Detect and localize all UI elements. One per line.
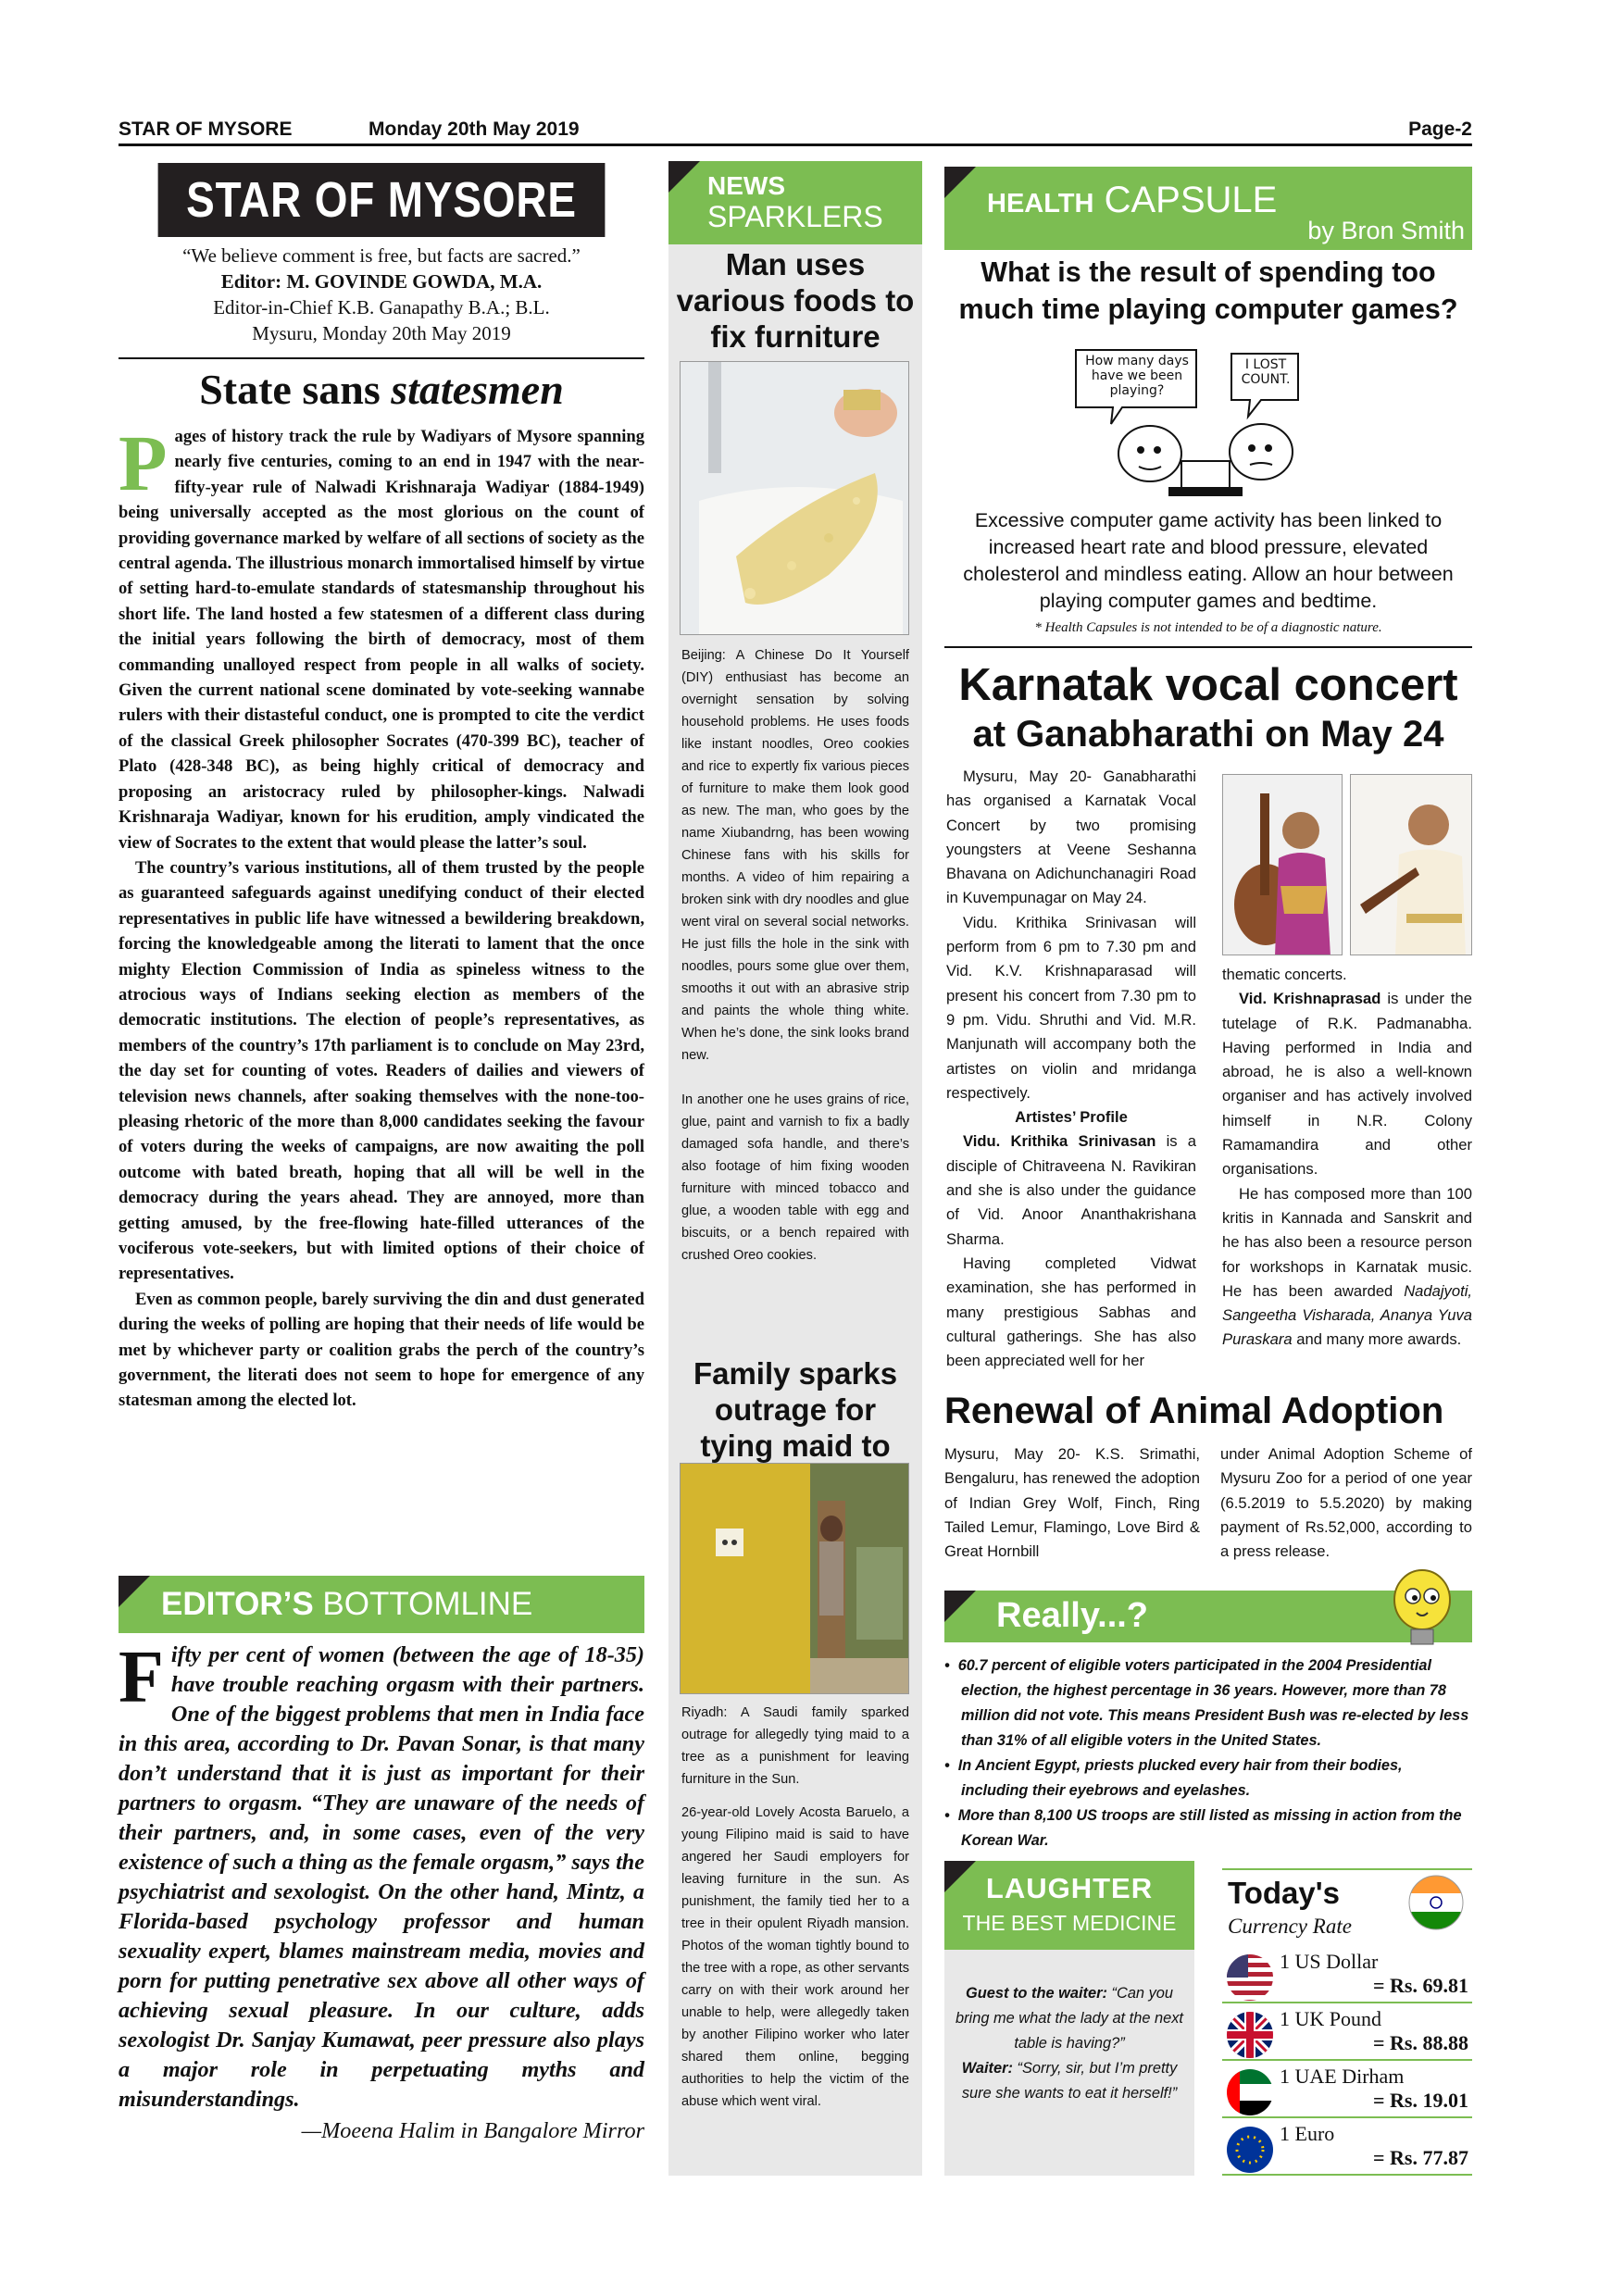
uk-flag-icon (1226, 2011, 1274, 2059)
banner-corner (944, 167, 976, 198)
sparkler-headline-1: Man uses various foods to fix furniture (676, 247, 915, 354)
masthead-rule (119, 357, 644, 359)
editorial-paragraph-1: ages of history track the rule by Wadiyars of Mysore spanning nearly five centuries, coming to an end in 1947 with the near-fifty-year rule of Nalwadi Krishnaraja Wadiyar (1884-1949) being universally accepted as the most glorious on the count of providing governance marked by welfare of all sections of society as the central agenda. The illustrious monarch immortalised himself by virtue of setting hard-to-emulate standards of statesmanship throughout his short life. The land hosted a few statesmen of a different class during the initial years following the birth of democracy, most of them commanding unalloyed respect from people in all walks of society. Given the current national scene dominated by vote-seeking wannabe rulers with their distasteful conduct, one is prompted to cite the verdict of the classical Greek philosopher Socrates (470-399 BC), teacher of Plato (428-348 BC), as being highly critical of democracy and proposing an aristocracy ruled by philosopher-kings. Nalwadi Krishnaraja Wadiyar, known for his erudition, amply vindicated the view of Socrates to the extent that would please the latter’s soul. (119, 427, 644, 853)
sparkler-story-1 (681, 644, 909, 1267)
currency-gbp-value: = Rs. 88.88 (1373, 2031, 1468, 2054)
currency-aed-name: 1 UAE Dirham (1280, 2065, 1405, 2088)
health-answer: Excessive computer game activity has been linked to increased heart rate and blood pressure, elevated cholesterol and mindless eating. Allow an hour between playing computer games and bedtime. (963, 509, 1454, 612)
concert-p6: is under the tutelage of R.K. Padmanabha. Having performed in India and abroad, he is also a well-known organiser and has actively involved himself in N.R. Colony Ramamandira and other organisations. (1222, 990, 1472, 1179)
editorial-body (119, 418, 644, 1414)
singer-photo-1 (1222, 774, 1343, 955)
bottomline-label (161, 1585, 532, 1624)
masthead-info (119, 243, 644, 346)
editor-line: Editor: M. GOVINDE GOWDA, M.A. (220, 270, 543, 293)
concert-p5: thematic concerts. (1222, 966, 1347, 983)
sparkler-story-2-caption: Riyadh: A Saudi family sparked outrage for allegedly tying maid to a tree as a punishment for leaving furniture in the Sun. (681, 1705, 909, 1787)
really-item-2: • In Ancient Egypt, priests plucked every hair from their bodies, including their eyebrows and eyelashes. (944, 1757, 1403, 1799)
health-label-light: CAPSULE (1093, 180, 1278, 220)
adoption-headline: Renewal of Animal Adoption (944, 1391, 1444, 1431)
currency-row-eur (1222, 2120, 1472, 2176)
banner-corner (944, 1591, 976, 1622)
page-number: Page-2 (1408, 119, 1472, 140)
health-label (987, 180, 1277, 221)
concert-p4: Having completed Vidwat examination, she has performed in many prestigious Sabhas and cultural gatherings. She has also been appreciated well for her (946, 1254, 1196, 1370)
bottomline-credit: —Moeena Halim in Bangalore Mirror (301, 2118, 644, 2143)
top-strip (119, 119, 1472, 146)
concert-headline-2: at Ganabharathi on May 24 (972, 714, 1444, 755)
bottomline-text: ifty per cent of women (between the age of 18-35) have trouble reaching orgasm with their partners. One of the biggest problems that men in India face in this area, according to Dr. Pavan Sonar, is that many don’t understand that it is just as important for their partners to orgasm. “They are unaware of the needs of their partners, and, in some cases, even of the very existence of such a thing as the female orgasm,” says the psychiatrist and sexologist. On the other hand, Mintz, a Florida-based psychology professor and human sexuality expert, blames mainstream media, movies and porn for putting penetrative sex above all other ways of achieving sexual pleasure. In our culture, adds sexologist Dr. Sanjay Kumawat, peer pressure also plays a major role in perpetuating myths and misunderstandings. (119, 1642, 644, 2112)
bottomline-banner (119, 1576, 644, 1633)
uae-flag-icon (1226, 2068, 1274, 2116)
sink-noodles-photo (680, 361, 909, 635)
concert-artist-1: Vidu. Krithika Srinivasan (963, 1132, 1156, 1151)
masthead-title: STAR OF MYSORE (158, 163, 606, 237)
sparkler-story-2-p1: 26-year-old Lovely Acosta Baruelo, a young Filipino maid is said to have angered her Saudi employers for leaving furniture in the sun. As punishment, the family tied her to a tree in their opulent Riyadh mansion. Photos of the woman tightly bound to the tree with a rope, as other servants carry on with their work around her unable to help, were allegedly taken by another Filipino worker who later shared them online, begging authorities to help the victim of the abuse which went viral. (681, 1805, 909, 2109)
concert-body-left (946, 765, 1196, 1373)
concert-awards: Nadajyoti, Sangeetha Visharada, Ananya Yuva Puraskara (1222, 1281, 1472, 1349)
currency-subtitle: Currency Rate (1228, 1915, 1352, 1938)
concert-p2: Vidu. Krithika Srinivasan will perform from 6 pm to 7.30 pm and Vid. K.V. Krishnaparasad will present his concert from 7.30 pm to 9 pm. Vidu. Shruthi and Vid. M.R. Manjunath will accompany both the artistes on violin and mridanga respectively. (946, 913, 1196, 1102)
adoption-left: Mysuru, May 20- K.S. Srimathi, Bengaluru, has renewed the adoption of Indian Grey Wolf, Finch, Ring Tailed Lemur, Flamingo, Love Bird & Great Hornbill (944, 1445, 1200, 1561)
sparklers-label-light: SPARKLERS (707, 200, 883, 233)
really-item-1-text: 60.7 percent of eligible voters participated in the 2004 Presidential election, the highest percentage in 36 years. However, more than 78 million did not vote. This means President Bush was re-elected by less than 31% of all eligible voters in the United States. (957, 1657, 1469, 1749)
laughter-q-lead: Guest to the waiter: (965, 1985, 1107, 2002)
really-item-2-text: In Ancient Egypt, priests plucked every hair from their bodies, including their eyebrows and eyelashes. (957, 1757, 1403, 1799)
laughter-banner (944, 1861, 1194, 1950)
currency-usd-value: = Rs. 69.81 (1373, 1974, 1468, 1997)
currency-aed-value: = Rs. 19.01 (1373, 2089, 1468, 2112)
health-capsule-banner (944, 167, 1472, 250)
sparkler-story-2 (681, 1702, 909, 2113)
editorial-headline (119, 365, 644, 414)
maid-tree-illustration (681, 1464, 909, 1694)
computer-game-cartoon (1067, 343, 1335, 500)
currency-usd-name: 1 US Dollar (1280, 1950, 1379, 1973)
currency-title: Today's (1228, 1876, 1340, 1910)
editor-in-chief-line: Editor-in-Chief K.B. Ganapathy B.A.; B.L. (213, 296, 550, 318)
cartoon-bubble-2: I LOST COUNT. (1241, 357, 1291, 387)
sparklers-banner (668, 161, 922, 244)
india-flag-icon (1407, 1874, 1465, 1931)
currency-eur-name: 1 Euro (1280, 2122, 1335, 2145)
bottomline-dropcap: F (119, 1637, 164, 1718)
bottomline-label-light: BOTTOMLINE (313, 1586, 533, 1622)
really-item-3: • More than 8,100 US troops are still listed as missing in action from the Korean War. (944, 1807, 1462, 1849)
editorial-dropcap: P (119, 418, 168, 507)
top-paper-name: STAR OF MYSORE (119, 119, 293, 140)
bottomline-label-bold: EDITOR’S (161, 1586, 314, 1622)
health-question: What is the result of spending too much time playing computer games? (958, 256, 1458, 325)
banner-corner (668, 161, 700, 193)
laughter-label-bold: LAUGHTER (985, 1872, 1154, 1904)
concert-body-right (1222, 963, 1472, 1353)
sparkler-story-1-p1: Beijing: A Chinese Do It Yourself (DIY) enthusiast has become an overnight sensation by solving household problems. He uses foods like instant noodles, Oreo cookies and rice to expertly fix various pieces of furniture to make them look good as new. The man, who goes by the name Xiubandrng, has been wowing Chinese fans with his skills for months. A video of him repairing a broken sink with dry noodles and glue went viral on several social networks. He just fills the hole in the sink with noodles, pours some glue over them, smooths it out with an abrasive strip and paints the whole thing white. When he’s done, the sink looks brand new. (681, 648, 909, 1063)
laughter-joke (954, 1981, 1185, 2106)
singer-2-illustration (1351, 775, 1472, 955)
maid-tree-photo (680, 1463, 909, 1694)
health-note: * Health Capsules is not intended to be of a diagnostic nature. (1034, 620, 1382, 635)
currency-gbp-name: 1 UK Pound (1280, 2007, 1382, 2030)
laughter-a: “Sorry, sir, but I’m pretty sure she wants to eat it herself!” (961, 2060, 1178, 2102)
editorial-paragraph-2: The country’s various institutions, all of them trusted by the people as guaranteed safeguards against unedifying conduct of their elected representatives in public life have witnessed a bewildering breakdown, forcing the knowledgeable among the literati to lament that the once mighty Election Commission of India as spineless witness to the atrocious ways of Indians seeking election as members of the democratic institutions. The election of people’s representatives, as members of the country’s 17th parliament is to conclude on May 23rd, the day set for counting of votes. Readers of dailies and viewers of television news channels, after soaking themselves with the none-too-pleasing rhetoric of the more than 8,000 candidates seeking the favour of voters during the weeks of campaigns, are now awaiting the poll outcome with bated breath, hoping that all will be well in the democracy during the years ahead. They are annoyed, more than getting amused, by the free-flowing hate-filled utterances of the vociferous vote-seekers, but with limited options of their choice of representatives. (119, 857, 644, 1284)
laughter-label-light: THE BEST MEDICINE (962, 1911, 1177, 1935)
adoption-right: under Animal Adoption Scheme of Mysuru Zoo for a period of one year (6.5.2019 to 5.5.2020) by making payment of Rs.52,000, according to a press release. (1220, 1445, 1472, 1561)
us-flag-icon (1226, 1953, 1274, 2002)
banner-corner (119, 1576, 150, 1607)
currency-eur-value: = Rs. 77.87 (1373, 2146, 1468, 2169)
singer-1-illustration (1223, 775, 1343, 955)
lightbulb-svg (1383, 1565, 1461, 1653)
top-date: Monday 20th May 2019 (369, 119, 580, 140)
singer-photo-2 (1350, 774, 1472, 955)
eu-flag-icon (1226, 2126, 1274, 2174)
laughter-a-lead: Waiter: (961, 2060, 1013, 2077)
concert-subhead: Artistes’ Profile (1015, 1108, 1128, 1127)
dateline: Mysuru, Monday 20th May 2019 (252, 322, 511, 344)
editorial-paragraph-3: Even as common people, barely surviving the din and dust generated during the weeks of polling are hoping that their needs of life would be met by whichever party or coalition grabs the perch of the country’s government, the literati does not seem to hope for emergence of any statesman among the elected lot. (119, 1289, 644, 1411)
currency-box (1222, 1868, 1472, 2176)
sparkler-headline-2: Family sparks outrage for tying maid to (693, 1356, 898, 1463)
really-list (944, 1653, 1472, 1853)
sink-noodles-illustration (681, 362, 909, 635)
concert-p3: is a disciple of Chitraveena N. Ravikiran and she is also under the guidance of Vid. Anoor Ananthakrishana Sharma. (946, 1132, 1196, 1248)
sparkler-story-1-p2: In another one he uses grains of rice, glue, paint and varnish to fix a badly damaged sofa handle, and there’s also footage of him fixing wooden furniture with minced tobacco and glue, a wooden table with egg and biscuits, or a bench repaired with crushed Oreo cookies. (681, 1092, 909, 1263)
really-item-1: • 60.7 percent of eligible voters participated in the 2004 Presidential election, the highest percentage in 36 years. However, more than 78 million did not vote. This means President Bush was re-elected by less than 31% of all eligible voters in the United States. (944, 1657, 1469, 1749)
laughter-q: “Can you bring me what the lady at the next table is having?” (955, 1985, 1183, 2052)
really-item-3-text: More than 8,100 US troops are still listed as missing in action from the Korean War. (957, 1807, 1462, 1849)
concert-p7a: He has composed more than 100 kritis in Kannada and Sanskrit and he has also been a resource person for workshops in Karnatak music. He has been awarded (1222, 1184, 1472, 1300)
editorial-headline-part1: State sans (199, 366, 392, 413)
currency-row-gbp (1222, 2005, 1472, 2061)
health-rule (944, 646, 1472, 648)
health-label-bold: HEALTH (987, 189, 1094, 218)
lightbulb-icon (1383, 1565, 1461, 1653)
currency-row-usd (1222, 1948, 1472, 2003)
health-byline: by Bron Smith (1307, 217, 1465, 244)
concert-artist-2: Vid. Krishnaprasad (1239, 990, 1381, 1008)
concert-headline-1: Karnatak vocal concert (958, 660, 1458, 710)
motto: “We believe comment is free, but facts are sacred.” (182, 244, 581, 267)
currency-row-aed (1222, 2063, 1472, 2118)
editorial-headline-part2: statesmen (391, 366, 564, 413)
cartoon-bubble-1: How many days have we been playing? (1085, 354, 1189, 398)
concert-p1: Mysuru, May 20- Ganabharathi has organised a Karnatak Vocal Concert by two promising youngsters at Veene Seshanna Bhavana on Adichunchanagiri Road in Kuvempunagar on May 24. (946, 767, 1196, 907)
sparklers-label-bold: NEWS (707, 171, 785, 200)
really-label: Really...? (996, 1596, 1149, 1635)
concert-p7c: and many more awards. (1292, 1330, 1462, 1349)
bottomline-body (119, 1637, 644, 2146)
